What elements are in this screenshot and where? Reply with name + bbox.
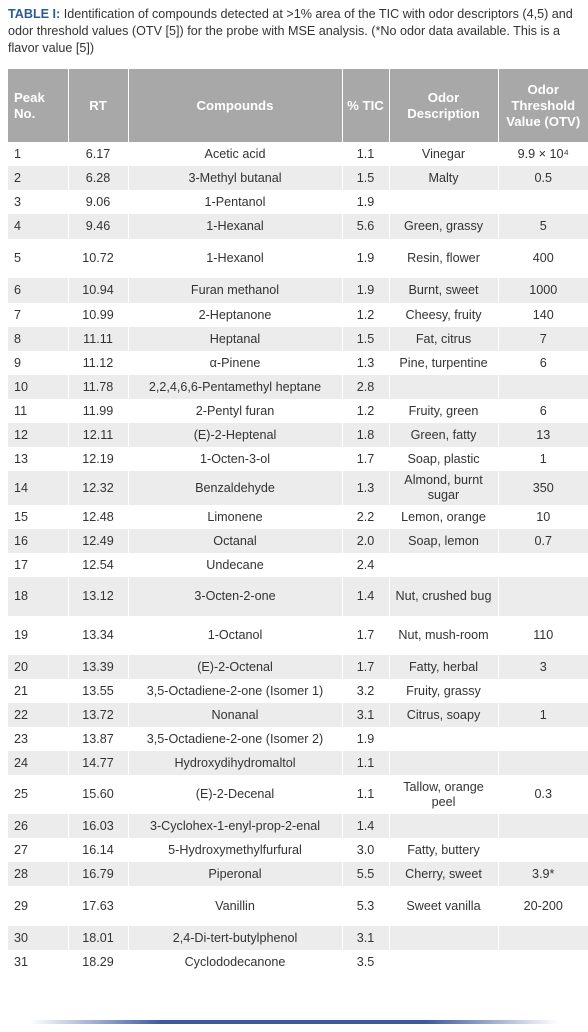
tic-cell: 2.0 xyxy=(342,529,389,553)
compound-cell: Hydroxydihydromaltol xyxy=(128,751,342,775)
odor-cell: Fat, citrus xyxy=(389,327,498,351)
table-row xyxy=(8,399,588,423)
otv-cell: 400 xyxy=(498,239,588,278)
odor-cell xyxy=(389,375,498,399)
otv-cell: 10 xyxy=(498,505,588,529)
odor-cell: Citrus, soapy xyxy=(389,703,498,727)
table-row xyxy=(8,838,588,862)
compound-cell: Limonene xyxy=(128,505,342,529)
header-otv: Odor Threshold Value (OTV) xyxy=(498,69,588,142)
table-row xyxy=(8,447,588,471)
tic-cell: 1.1 xyxy=(342,751,389,775)
table-row xyxy=(8,775,588,814)
peak-cell: 14 xyxy=(8,471,68,505)
compound-cell: 3-Methyl butanal xyxy=(128,166,342,190)
tic-cell: 1.5 xyxy=(342,327,389,351)
peak-cell: 3 xyxy=(8,190,68,214)
odor-cell: Green, grassy xyxy=(389,214,498,239)
tic-cell: 1.9 xyxy=(342,190,389,214)
odor-cell: Almond, burnt sugar xyxy=(389,471,498,505)
rt-cell: 18.29 xyxy=(68,950,128,974)
compound-cell: Benzaldehyde xyxy=(128,471,342,505)
peak-cell: 5 xyxy=(8,239,68,278)
compound-cell: Octanal xyxy=(128,529,342,553)
bottom-rule xyxy=(30,1020,558,1024)
tic-cell: 1.4 xyxy=(342,814,389,838)
table-row xyxy=(8,278,588,303)
compound-cell: 3-Octen-2-one xyxy=(128,577,342,616)
table-row xyxy=(8,655,588,679)
table-row xyxy=(8,166,588,190)
rt-cell: 13.55 xyxy=(68,679,128,703)
odor-cell: Fruity, green xyxy=(389,399,498,423)
tic-cell: 1.4 xyxy=(342,577,389,616)
tic-cell: 3.0 xyxy=(342,838,389,862)
otv-cell xyxy=(498,838,588,862)
otv-cell: 0.3 xyxy=(498,775,588,814)
compound-cell: 3,5-Octadiene-2-one (Isomer 1) xyxy=(128,679,342,703)
tic-cell: 1.3 xyxy=(342,471,389,505)
tic-cell: 1.5 xyxy=(342,166,389,190)
tic-cell: 5.6 xyxy=(342,214,389,239)
peak-cell: 22 xyxy=(8,703,68,727)
compound-cell: (E)-2-Octenal xyxy=(128,655,342,679)
table-row xyxy=(8,529,588,553)
peak-cell: 18 xyxy=(8,577,68,616)
compound-cell: Heptanal xyxy=(128,327,342,351)
compound-cell: (E)-2-Heptenal xyxy=(128,423,342,447)
compound-cell: (E)-2-Decenal xyxy=(128,775,342,814)
rt-cell: 12.32 xyxy=(68,471,128,505)
rt-cell: 9.46 xyxy=(68,214,128,239)
odor-cell: Green, fatty xyxy=(389,423,498,447)
peak-cell: 9 xyxy=(8,351,68,375)
odor-cell xyxy=(389,950,498,974)
peak-cell: 21 xyxy=(8,679,68,703)
peak-cell: 17 xyxy=(8,553,68,577)
tic-cell: 1.9 xyxy=(342,239,389,278)
otv-cell: 0.5 xyxy=(498,166,588,190)
peak-cell: 27 xyxy=(8,838,68,862)
peak-cell: 25 xyxy=(8,775,68,814)
tic-cell: 1.9 xyxy=(342,278,389,303)
table-row xyxy=(8,214,588,239)
rt-cell: 10.94 xyxy=(68,278,128,303)
odor-cell xyxy=(389,727,498,751)
otv-cell: 6 xyxy=(498,399,588,423)
odor-cell: Sweet vanilla xyxy=(389,886,498,926)
rt-cell: 12.49 xyxy=(68,529,128,553)
odor-cell xyxy=(389,926,498,950)
rt-cell: 11.99 xyxy=(68,399,128,423)
peak-cell: 26 xyxy=(8,814,68,838)
table-caption xyxy=(8,6,582,57)
rt-cell: 14.77 xyxy=(68,751,128,775)
rt-cell: 18.01 xyxy=(68,926,128,950)
tic-cell: 2.4 xyxy=(342,553,389,577)
odor-cell: Tallow, orange peel xyxy=(389,775,498,814)
otv-cell xyxy=(498,577,588,616)
rt-cell: 11.78 xyxy=(68,375,128,399)
compound-cell: 1-Hexanal xyxy=(128,214,342,239)
compound-cell: Nonanal xyxy=(128,703,342,727)
compound-cell: Acetic acid xyxy=(128,142,342,166)
odor-cell xyxy=(389,751,498,775)
odor-cell: Cherry, sweet xyxy=(389,862,498,886)
tic-cell: 5.3 xyxy=(342,886,389,926)
odor-cell: Soap, plastic xyxy=(389,447,498,471)
rt-cell: 13.87 xyxy=(68,727,128,751)
rt-cell: 13.39 xyxy=(68,655,128,679)
rt-cell: 11.11 xyxy=(68,327,128,351)
rt-cell: 10.99 xyxy=(68,303,128,327)
table-body xyxy=(8,142,588,974)
table-row xyxy=(8,351,588,375)
otv-cell xyxy=(498,751,588,775)
header-odor-description: Odor Description xyxy=(389,69,498,142)
tic-cell: 3.1 xyxy=(342,703,389,727)
peak-cell: 11 xyxy=(8,399,68,423)
odor-cell: Resin, flower xyxy=(389,239,498,278)
peak-cell: 6 xyxy=(8,278,68,303)
otv-cell: 13 xyxy=(498,423,588,447)
header-peak-no: Peak No. xyxy=(8,69,68,142)
tic-cell: 2.2 xyxy=(342,505,389,529)
tic-cell: 1.2 xyxy=(342,303,389,327)
rt-cell: 12.54 xyxy=(68,553,128,577)
tic-cell: 3.5 xyxy=(342,950,389,974)
rt-cell: 17.63 xyxy=(68,886,128,926)
table-row xyxy=(8,616,588,655)
peak-cell: 24 xyxy=(8,751,68,775)
table-row xyxy=(8,190,588,214)
peak-cell: 20 xyxy=(8,655,68,679)
table-row xyxy=(8,862,588,886)
rt-cell: 16.14 xyxy=(68,838,128,862)
peak-cell: 29 xyxy=(8,886,68,926)
odor-cell: Fruity, grassy xyxy=(389,679,498,703)
tic-cell: 1.1 xyxy=(342,775,389,814)
table-row xyxy=(8,950,588,974)
table-row xyxy=(8,471,588,505)
rt-cell: 6.28 xyxy=(68,166,128,190)
peak-cell: 2 xyxy=(8,166,68,190)
tic-cell: 5.5 xyxy=(342,862,389,886)
compound-cell: Cyclododecanone xyxy=(128,950,342,974)
rt-cell: 12.48 xyxy=(68,505,128,529)
odor-cell: Nut, mush-room xyxy=(389,616,498,655)
otv-cell: 0.7 xyxy=(498,529,588,553)
otv-cell: 110 xyxy=(498,616,588,655)
compound-cell: 2,2,4,6,6-Pentamethyl heptane xyxy=(128,375,342,399)
otv-cell: 1 xyxy=(498,447,588,471)
otv-cell: 20-200 xyxy=(498,886,588,926)
compound-cell: Undecane xyxy=(128,553,342,577)
peak-cell: 13 xyxy=(8,447,68,471)
compound-cell: 5-Hydroxymethylfurfural xyxy=(128,838,342,862)
compound-cell: Piperonal xyxy=(128,862,342,886)
otv-cell: 7 xyxy=(498,327,588,351)
rt-cell: 6.17 xyxy=(68,142,128,166)
rt-cell: 13.72 xyxy=(68,703,128,727)
odor-cell xyxy=(389,553,498,577)
compound-cell: 2-Pentyl furan xyxy=(128,399,342,423)
tic-cell: 1.3 xyxy=(342,351,389,375)
otv-cell: 350 xyxy=(498,471,588,505)
table-row xyxy=(8,926,588,950)
compound-cell: 1-Pentanol xyxy=(128,190,342,214)
tic-cell: 1.1 xyxy=(342,142,389,166)
otv-cell xyxy=(498,553,588,577)
rt-cell: 12.19 xyxy=(68,447,128,471)
peak-cell: 1 xyxy=(8,142,68,166)
odor-cell xyxy=(389,814,498,838)
rt-cell: 13.34 xyxy=(68,616,128,655)
odor-cell: Lemon, orange xyxy=(389,505,498,529)
rt-cell: 11.12 xyxy=(68,351,128,375)
peak-cell: 16 xyxy=(8,529,68,553)
table-row xyxy=(8,375,588,399)
peak-cell: 28 xyxy=(8,862,68,886)
otv-cell xyxy=(498,814,588,838)
rt-cell: 12.11 xyxy=(68,423,128,447)
otv-cell: 1 xyxy=(498,703,588,727)
compound-cell: 2,4-Di-tert-butylphenol xyxy=(128,926,342,950)
compound-cell: 2-Heptanone xyxy=(128,303,342,327)
odor-cell: Malty xyxy=(389,166,498,190)
odor-cell: Burnt, sweet xyxy=(389,278,498,303)
compound-cell: 1-Octanol xyxy=(128,616,342,655)
table-row xyxy=(8,727,588,751)
otv-cell: 6 xyxy=(498,351,588,375)
rt-cell: 16.03 xyxy=(68,814,128,838)
otv-cell: 140 xyxy=(498,303,588,327)
odor-cell: Vinegar xyxy=(389,142,498,166)
odor-cell: Nut, crushed bug xyxy=(389,577,498,616)
header-compounds: Compounds xyxy=(128,69,342,142)
table-row xyxy=(8,679,588,703)
peak-cell: 12 xyxy=(8,423,68,447)
odor-cell: Soap, lemon xyxy=(389,529,498,553)
table-row xyxy=(8,814,588,838)
table-row xyxy=(8,886,588,926)
tic-cell: 1.8 xyxy=(342,423,389,447)
rt-cell: 16.79 xyxy=(68,862,128,886)
compound-cell: 1-Octen-3-ol xyxy=(128,447,342,471)
rt-cell: 15.60 xyxy=(68,775,128,814)
tic-cell: 1.9 xyxy=(342,727,389,751)
peak-cell: 10 xyxy=(8,375,68,399)
otv-cell: 1000 xyxy=(498,278,588,303)
otv-cell: 5 xyxy=(498,214,588,239)
tic-cell: 1.7 xyxy=(342,447,389,471)
peak-cell: 23 xyxy=(8,727,68,751)
odor-cell: Fatty, buttery xyxy=(389,838,498,862)
tic-cell: 2.8 xyxy=(342,375,389,399)
otv-cell: 3.9* xyxy=(498,862,588,886)
tic-cell: 1.2 xyxy=(342,399,389,423)
compound-cell: α-Pinene xyxy=(128,351,342,375)
otv-cell xyxy=(498,679,588,703)
rt-cell: 13.12 xyxy=(68,577,128,616)
peak-cell: 4 xyxy=(8,214,68,239)
compound-cell: Vanillin xyxy=(128,886,342,926)
table-row xyxy=(8,577,588,616)
otv-cell xyxy=(498,375,588,399)
table-label: TABLE I: xyxy=(8,7,61,21)
otv-cell xyxy=(498,727,588,751)
peak-cell: 19 xyxy=(8,616,68,655)
compounds-table xyxy=(8,69,588,974)
header-row xyxy=(8,69,588,142)
tic-cell: 3.1 xyxy=(342,926,389,950)
table-row xyxy=(8,703,588,727)
otv-cell: 3 xyxy=(498,655,588,679)
table-row xyxy=(8,239,588,278)
compound-cell: 1-Hexanol xyxy=(128,239,342,278)
compound-cell: 3,5-Octadiene-2-one (Isomer 2) xyxy=(128,727,342,751)
table-row xyxy=(8,423,588,447)
odor-cell xyxy=(389,190,498,214)
compound-cell: 3-Cyclohex-1-enyl-prop-2-enal xyxy=(128,814,342,838)
table-row xyxy=(8,327,588,351)
odor-cell: Fatty, herbal xyxy=(389,655,498,679)
otv-cell xyxy=(498,190,588,214)
header-tic: % TIC xyxy=(342,69,389,142)
peak-cell: 7 xyxy=(8,303,68,327)
table-row xyxy=(8,553,588,577)
otv-cell: 9.9 × 10⁴ xyxy=(498,142,588,166)
rt-cell: 10.72 xyxy=(68,239,128,278)
peak-cell: 31 xyxy=(8,950,68,974)
odor-cell: Cheesy, fruity xyxy=(389,303,498,327)
caption-text: Identification of compounds detected at >1% area of the TIC with odor descriptors (4,5) and odor threshold values (OTV [5]) for the probe with MSE analysis. (*No odor data available. This is a flavor value [5]) xyxy=(8,7,573,55)
table-row xyxy=(8,142,588,166)
table-row xyxy=(8,505,588,529)
odor-cell: Pine, turpentine xyxy=(389,351,498,375)
tic-cell: 1.7 xyxy=(342,655,389,679)
tic-cell: 3.2 xyxy=(342,679,389,703)
peak-cell: 15 xyxy=(8,505,68,529)
otv-cell xyxy=(498,950,588,974)
table-row xyxy=(8,303,588,327)
peak-cell: 30 xyxy=(8,926,68,950)
rt-cell: 9.06 xyxy=(68,190,128,214)
compound-cell: Furan methanol xyxy=(128,278,342,303)
table-row xyxy=(8,751,588,775)
peak-cell: 8 xyxy=(8,327,68,351)
header-rt: RT xyxy=(68,69,128,142)
otv-cell xyxy=(498,926,588,950)
tic-cell: 1.7 xyxy=(342,616,389,655)
